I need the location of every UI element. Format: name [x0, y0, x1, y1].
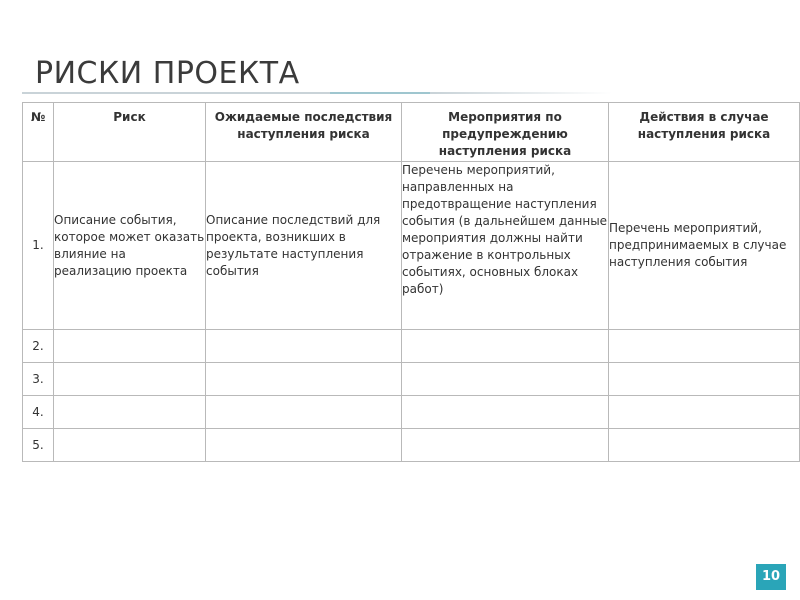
table-row: [23, 363, 800, 396]
table-row: [23, 162, 800, 330]
risk-cell: [54, 363, 206, 396]
consequence-description: Описание последствий для проекта, возникших в результате наступления события: [206, 162, 402, 330]
header-risk: Риск: [54, 103, 206, 162]
risk-cell: [54, 429, 206, 462]
row-number: 2.: [23, 330, 54, 363]
response-actions: Перечень мероприятий, предпринимаемых в случае наступления события: [609, 162, 800, 330]
table-row: [23, 396, 800, 429]
risks-table: [22, 102, 800, 462]
title-underline: [22, 92, 612, 94]
actions-cell: [609, 363, 800, 396]
risk-cell: [54, 396, 206, 429]
consequence-cell: [206, 429, 402, 462]
consequence-cell: [206, 330, 402, 363]
consequence-cell: [206, 396, 402, 429]
risk-cell: [54, 330, 206, 363]
page-title: РИСКИ ПРОЕКТА: [35, 56, 300, 91]
header-prevention: Мероприятия по предупреждению наступления риска: [402, 103, 609, 162]
row-number: 5.: [23, 429, 54, 462]
actions-cell: [609, 396, 800, 429]
page-number-badge: 10: [756, 564, 786, 590]
table-row: [23, 429, 800, 462]
actions-cell: [609, 429, 800, 462]
row-number: 3.: [23, 363, 54, 396]
table-header-row: [23, 103, 800, 162]
row-number: 4.: [23, 396, 54, 429]
prevention-cell: [402, 363, 609, 396]
row-number: 1.: [23, 162, 54, 330]
consequence-cell: [206, 363, 402, 396]
header-consequences: Ожидаемые последствия наступления риска: [206, 103, 402, 162]
header-number: №: [23, 103, 54, 162]
risk-description: Описание события, которое может оказать влияние на реализацию проекта: [54, 162, 206, 330]
title-underline-accent: [330, 92, 430, 94]
header-actions: Действия в случае наступления риска: [609, 103, 800, 162]
prevention-measures: Перечень мероприятий, направленных на предотвращение наступления события (в дальнейшем данные мероприятия должны найти отражение в контрольных событиях, основных блоках работ): [402, 162, 609, 330]
prevention-cell: [402, 429, 609, 462]
prevention-cell: [402, 396, 609, 429]
actions-cell: [609, 330, 800, 363]
table-row: [23, 330, 800, 363]
prevention-cell: [402, 330, 609, 363]
